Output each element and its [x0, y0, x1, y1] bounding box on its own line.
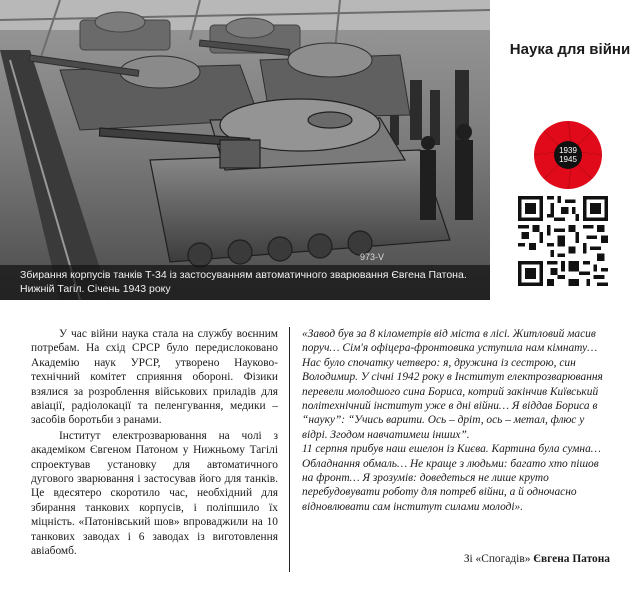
- tank-assembly-photo: [0, 0, 490, 300]
- article-paragraph-1: У час війни наука стала на службу воєнним потребам. На схід СРСР було передислоковано Академію наук УРСР, утворено Науково-технічний комітет сприяння обороні. Фізики взялися за розроблення військових приладів для авіації, радіолокації та пеленгування, медики – засобів боротьби з ранами.: [31, 328, 278, 427]
- qr-code[interactable]: [518, 196, 608, 286]
- hull-marking: 973-V: [360, 252, 385, 262]
- source-prefix: Зі «Спогадів»: [463, 553, 531, 565]
- poppy-logo: [528, 115, 608, 195]
- memoir-quote: [302, 327, 612, 514]
- article-body: [31, 327, 278, 559]
- section-title: Наука для війни: [509, 41, 631, 58]
- column-divider: [289, 327, 290, 572]
- source-author: Євгена Патона: [533, 553, 610, 565]
- article-paragraph-2: Інститут електрозварювання на чолі з академіком Євгеном Патоном у Нижньому Тагілі спроектував установку для автоматичного дугового зварювання і застосував його для танків. Це вдесятеро скоротило час, необхідний для збирання танкових корпусів, і поліпшило їх міцність. «Патонівський шов» впроваджили на 10 танкових заводах і 6 заводах із виготовлення авіабомб.: [31, 429, 278, 558]
- poppy-year-end: 1945: [559, 155, 577, 164]
- poppy-year-start: 1939: [559, 146, 577, 155]
- quote-source: [464, 553, 610, 565]
- tank-factory-illustration: [0, 0, 490, 300]
- quote-paragraph-1: «Завод був за 8 кілометрів від міста в лісі. Житловий масив поруч… Сім'я офіцера-фронтовика уступила нам кімнату… Нас було спочатку четверо: я, дружина із сестрою, син Володимир. У січні 1942 року в Інститут електрозварювання перевели молодшого сина Бориса, котрий закінчив Київський політехнічний інститут уже в дні війни… Я віддав Бориса в “науку”: “Учись варити. Ось – дріт, ось – метал, флюс у відрі. Згодом навчатимеш інших”.: [302, 328, 603, 441]
- photo-caption: Збирання корпусів танків Т-34 із застосуванням автоматичного зварювання Євгена Патона. Нижній Тагіл. Січень 1943 року: [20, 269, 467, 295]
- quote-paragraph-2: 11 серпня прибув наш ешелон із Києва. Картина була сумна… Обладнання обмаль… Не краще з людьми: багато хто пішов на фронт… Я зрозумів: доведеться не лише круто перебудовувати роботу для потреб війни, а й одночасно відновлювати сам інститут силами молоді».: [302, 443, 601, 513]
